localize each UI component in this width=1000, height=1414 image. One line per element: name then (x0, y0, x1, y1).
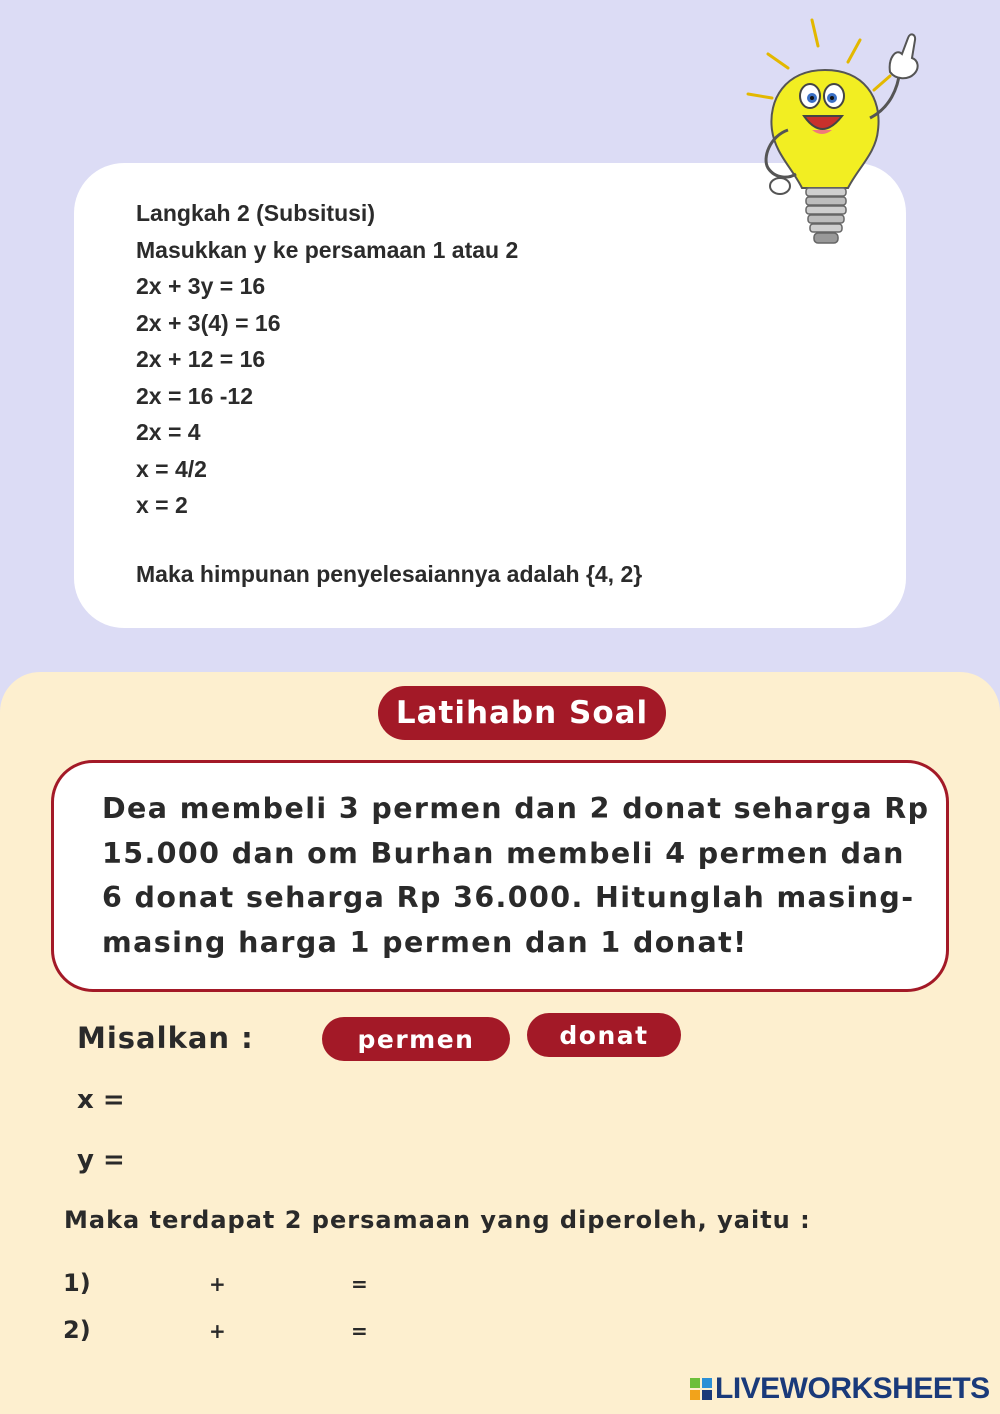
solution-conclusion: Maka himpunan penyelesaiannya adalah {4, 2} (136, 561, 643, 587)
liveworksheets-logo-icon (690, 1378, 712, 1400)
equation-2-number: 2) (63, 1316, 91, 1344)
option-donat-button[interactable]: donat (527, 1013, 681, 1057)
equation-1-equals: = (351, 1272, 368, 1296)
lightbulb-mascot-icon (740, 18, 930, 258)
watermark (690, 1372, 990, 1406)
equations-intro: Maka terdapat 2 persamaan yang diperoleh, yaitu : (64, 1206, 811, 1234)
step-heading: Langkah 2 (Subsitusi) (136, 200, 375, 226)
step-line: 2x = 4 (136, 419, 201, 445)
step-line: 2x + 12 = 16 (136, 346, 266, 372)
solution-steps (136, 195, 518, 524)
watermark-text: LIVEWORKSHEETS (715, 1372, 990, 1405)
equation-2-plus: + (209, 1319, 226, 1343)
step-line: x = 4/2 (136, 455, 207, 482)
problem-text: Dea membeli 3 permen dan 2 donat seharga Rp 15.000 dan om Burhan membeli 4 permen dan 6 donat seharga Rp 36.000. Hitunglah masing-masing harga 1 permen dan 1 donat! (102, 792, 930, 959)
equation-1-number: 1) (63, 1269, 91, 1297)
step-line: 2x + 3y = 16 (136, 273, 266, 299)
problem-box (51, 760, 949, 992)
x-variable-label: x = (77, 1085, 125, 1115)
step-line: x = 2 (136, 492, 188, 518)
equation-1-plus: + (209, 1272, 226, 1296)
step-instruction: Masukkan y ke persamaan 1 atau 2 (136, 236, 519, 263)
step-line: 2x + 3(4) = 16 (136, 309, 281, 336)
equation-2-equals: = (351, 1319, 368, 1343)
exercise-title: Latihabn Soal (378, 686, 666, 740)
step-line: 2x = 16 -12 (136, 382, 254, 409)
misalkan-label: Misalkan : (77, 1021, 254, 1055)
y-variable-label: y = (77, 1145, 125, 1175)
option-permen-button[interactable]: permen (322, 1017, 510, 1061)
